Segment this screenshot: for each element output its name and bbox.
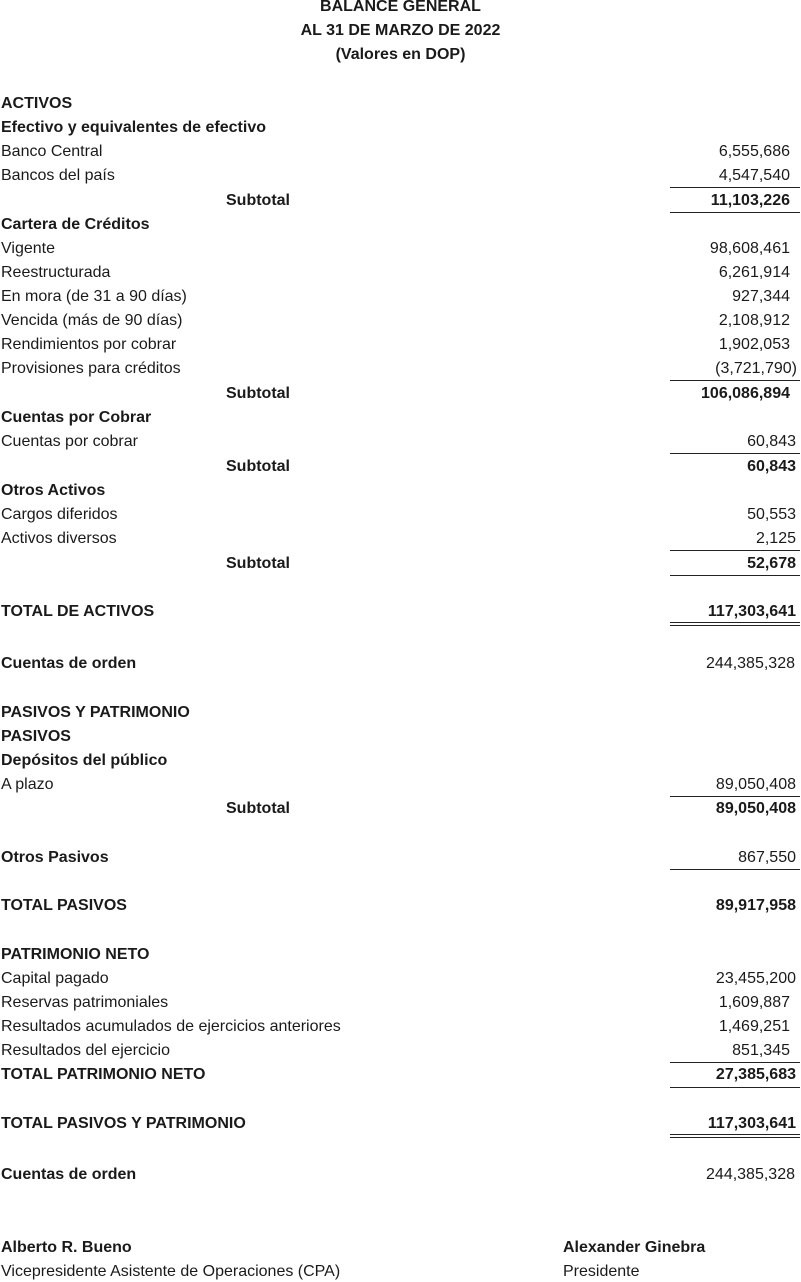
line-item bbox=[0, 237, 801, 261]
total-activos-row bbox=[0, 600, 801, 624]
group-otros-activos bbox=[0, 479, 801, 503]
total-double-rule bbox=[670, 622, 800, 626]
total-label: TOTAL DE ACTIVOS bbox=[1, 603, 155, 620]
group-cuentas-cobrar bbox=[0, 406, 801, 430]
line-value: 927,344 bbox=[732, 288, 790, 305]
subtotal-value: 106,086,894 bbox=[701, 385, 790, 402]
line-item bbox=[0, 261, 801, 285]
line-label: A plazo bbox=[1, 776, 54, 793]
subtotal-row bbox=[0, 797, 801, 821]
line-value: 6,261,914 bbox=[718, 264, 790, 281]
section-heading: PATRIMONIO NETO bbox=[1, 946, 150, 963]
subtotal-value: 52,678 bbox=[747, 555, 796, 572]
line-item bbox=[0, 357, 801, 381]
line-label: Activos diversos bbox=[1, 530, 117, 547]
line-value: 98,608,461 bbox=[709, 240, 790, 257]
total-pasivos-row bbox=[0, 894, 801, 918]
line-label: Cuentas por cobrar bbox=[1, 433, 138, 450]
subtotal-rule bbox=[670, 1087, 800, 1088]
line-value: 1,609,887 bbox=[718, 994, 790, 1011]
line-item bbox=[0, 164, 801, 188]
line-value: 6,555,686 bbox=[718, 143, 790, 160]
signatory-title: Vicepresidente Asistente de Operaciones (CPA) bbox=[1, 1263, 341, 1280]
section-patrimonio bbox=[0, 943, 801, 967]
subtotal-row bbox=[0, 455, 801, 479]
subtotal-row bbox=[0, 382, 801, 406]
group-heading: Cuentas por Cobrar bbox=[1, 409, 152, 426]
group-cartera bbox=[0, 213, 801, 237]
total-value: 117,303,641 bbox=[707, 603, 796, 620]
line-value: 4,547,540 bbox=[718, 167, 790, 184]
line-item bbox=[0, 991, 801, 1015]
subtotal-rule bbox=[670, 869, 800, 870]
section-heading: ACTIVOS bbox=[1, 95, 73, 112]
line-value: 867,550 bbox=[738, 849, 796, 866]
line-label: Banco Central bbox=[1, 143, 103, 160]
line-value: 60,843 bbox=[747, 433, 796, 450]
line-label: Provisiones para créditos bbox=[1, 360, 181, 377]
line-label: Resultados del ejercicio bbox=[1, 1042, 170, 1059]
line-item bbox=[0, 503, 801, 527]
line-label: Resultados acumulados de ejercicios anteriores bbox=[1, 1018, 341, 1035]
total-value: 117,303,641 bbox=[707, 1115, 796, 1132]
line-item bbox=[0, 309, 801, 333]
report-title: BALANCE GENERAL bbox=[320, 0, 481, 15]
line-item bbox=[0, 967, 801, 991]
line-item bbox=[0, 285, 801, 309]
group-heading: Cartera de Créditos bbox=[1, 216, 150, 233]
subtotal-rule bbox=[670, 575, 800, 576]
signatory-name: Alberto R. Bueno bbox=[1, 1239, 132, 1256]
subtotal-label: Subtotal bbox=[226, 555, 290, 572]
cuentas-orden-row bbox=[0, 652, 801, 676]
subtotal-value: 89,050,408 bbox=[715, 800, 796, 817]
total-patrimonio-row bbox=[0, 1063, 801, 1087]
report-date: AL 31 DE MARZO DE 2022 bbox=[300, 22, 501, 39]
subtotal-rule bbox=[670, 187, 800, 188]
line-item bbox=[0, 527, 801, 551]
subtotal-label: Subtotal bbox=[226, 192, 290, 209]
line-label: Capital pagado bbox=[1, 970, 109, 987]
section-heading: PASIVOS Y PATRIMONIO bbox=[1, 704, 190, 721]
line-label: Cargos diferidos bbox=[1, 506, 118, 523]
line-item bbox=[0, 1039, 801, 1063]
subtotal-rule bbox=[670, 380, 800, 381]
total-label: TOTAL PASIVOS bbox=[1, 897, 127, 914]
total-label: TOTAL PATRIMONIO NETO bbox=[1, 1066, 206, 1083]
line-value: 23,455,200 bbox=[715, 970, 796, 987]
group-heading: Efectivo y equivalentes de efectivo bbox=[1, 119, 266, 136]
line-label: Reestructurada bbox=[1, 264, 111, 281]
line-value: (3,721,790) bbox=[715, 360, 797, 377]
total-value: 27,385,683 bbox=[715, 1066, 796, 1083]
otros-pasivos-row bbox=[0, 846, 801, 870]
report-currency: (Valores en DOP) bbox=[335, 46, 466, 63]
line-value: 1,902,053 bbox=[718, 336, 790, 353]
subtotal-row bbox=[0, 189, 801, 213]
line-label: Otros Pasivos bbox=[1, 849, 109, 866]
line-value: 1,469,251 bbox=[718, 1018, 790, 1035]
group-efectivo bbox=[0, 116, 801, 140]
section-activos bbox=[0, 92, 801, 116]
line-item bbox=[0, 1015, 801, 1039]
section-heading: PASIVOS bbox=[1, 728, 71, 745]
line-label: Vigente bbox=[1, 240, 55, 257]
subtotal-label: Subtotal bbox=[226, 385, 290, 402]
subtotal-label: Subtotal bbox=[226, 800, 290, 817]
total-value: 89,917,958 bbox=[715, 897, 796, 914]
line-label: Reservas patrimoniales bbox=[1, 994, 169, 1011]
orden-label: Cuentas de orden bbox=[1, 1166, 137, 1183]
orden-value: 244,385,328 bbox=[706, 655, 795, 672]
line-item bbox=[0, 333, 801, 357]
total-double-rule bbox=[670, 1134, 800, 1138]
orden-value: 244,385,328 bbox=[706, 1166, 795, 1183]
group-heading: Otros Activos bbox=[1, 482, 106, 499]
line-value: 50,553 bbox=[747, 506, 796, 523]
line-value: 2,125 bbox=[755, 530, 796, 547]
subtotal-rule bbox=[670, 453, 800, 454]
section-pasivos-patrimonio bbox=[0, 701, 801, 725]
group-heading: Depósitos del público bbox=[1, 752, 168, 769]
line-item bbox=[0, 773, 801, 797]
line-label: En mora (de 31 a 90 días) bbox=[1, 288, 187, 305]
signatory-name: Alexander Ginebra bbox=[563, 1239, 706, 1256]
subtotal-label: Subtotal bbox=[226, 458, 290, 475]
line-value: 851,345 bbox=[732, 1042, 790, 1059]
section-pasivos bbox=[0, 725, 801, 749]
total-label: TOTAL PASIVOS Y PATRIMONIO bbox=[1, 1115, 246, 1132]
line-label: Rendimientos por cobrar bbox=[1, 336, 177, 353]
group-depositos bbox=[0, 749, 801, 773]
subtotal-value: 11,103,226 bbox=[710, 192, 790, 209]
line-item bbox=[0, 140, 801, 164]
subtotal-row bbox=[0, 552, 801, 576]
line-value: 89,050,408 bbox=[715, 776, 796, 793]
cuentas-orden-row bbox=[0, 1163, 801, 1187]
line-value: 2,108,912 bbox=[718, 312, 790, 329]
subtotal-value: 60,843 bbox=[747, 458, 796, 475]
line-label: Bancos del país bbox=[1, 167, 115, 184]
total-pasivos-patrimonio-row bbox=[0, 1112, 801, 1136]
signatory-title: Presidente bbox=[563, 1263, 640, 1280]
subtotal-rule bbox=[670, 550, 800, 551]
orden-label: Cuentas de orden bbox=[1, 655, 137, 672]
line-item bbox=[0, 430, 801, 454]
line-label: Vencida (más de 90 días) bbox=[1, 312, 183, 329]
